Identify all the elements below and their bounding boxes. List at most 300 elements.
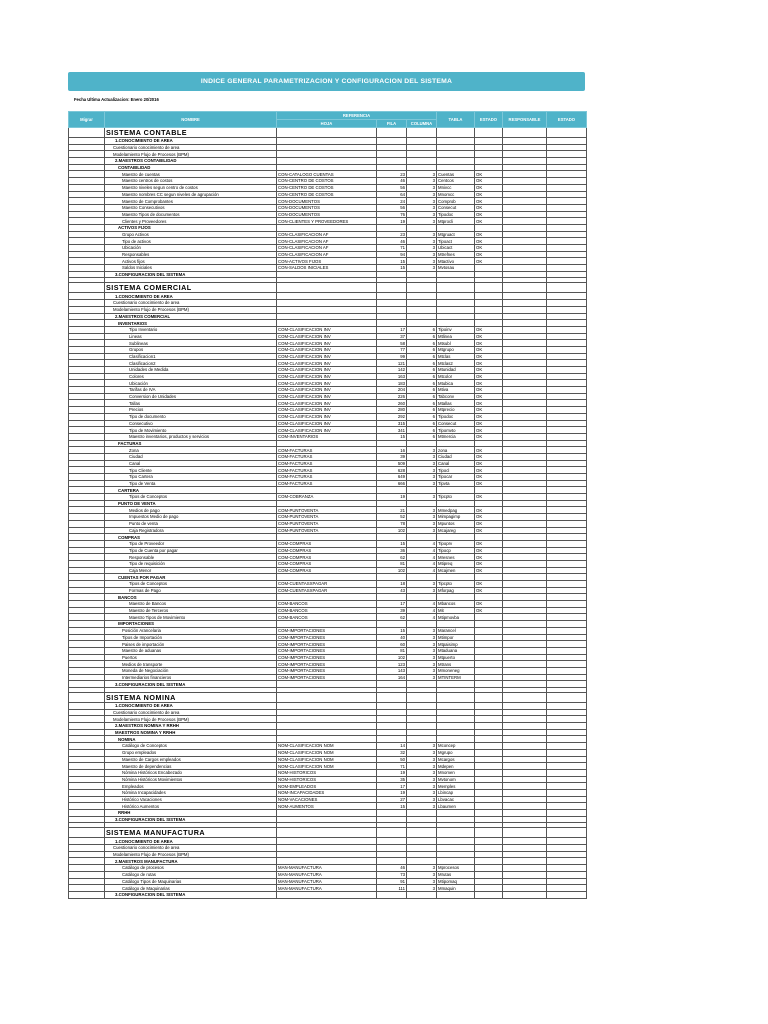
hoja-cell: COM-CLASIFICACION INV (277, 353, 377, 360)
fila-cell: 43 (377, 587, 407, 594)
responsable-cell (503, 333, 547, 340)
tabla-cell (437, 144, 475, 151)
fila-cell (377, 487, 407, 494)
name-cell: Tipo de documento (105, 413, 277, 420)
fila-cell: 36 (377, 547, 407, 554)
name-cell: Grupos (105, 346, 277, 353)
hoja-cell: NOM-HISTORICOS (277, 776, 377, 783)
columna-cell: 3 (407, 587, 437, 594)
estado-cell: OK (475, 353, 503, 360)
tabla-cell: Mcajareg (437, 527, 475, 534)
hoja-cell (277, 500, 377, 507)
tabla-cell: Mconcep (437, 743, 475, 750)
columna-cell: 3 (407, 245, 437, 252)
estado2-cell (547, 574, 587, 581)
migrar-cell (69, 776, 105, 783)
name-cell: CARTERA (105, 487, 277, 494)
estado-cell: OK (475, 547, 503, 554)
tabla-cell: Mcargos (437, 756, 475, 763)
tabla-cell: Mtpuerto (437, 654, 475, 661)
columna-cell: 4 (407, 540, 437, 547)
hoja-cell (277, 621, 377, 628)
columna-cell (407, 810, 437, 817)
columna-cell (407, 158, 437, 165)
name-cell: Caja Registradora (105, 527, 277, 534)
fila-cell (377, 574, 407, 581)
migrar-cell (69, 360, 105, 367)
fila-cell: 102 (377, 654, 407, 661)
estado2-cell (547, 218, 587, 225)
estado2-cell (547, 265, 587, 272)
table-row (69, 204, 587, 211)
estado-cell: OK (475, 527, 503, 534)
col-nombre-header: NOMBRE (105, 112, 277, 128)
estado2-cell (547, 191, 587, 198)
migrar-cell (69, 151, 105, 158)
estado-cell: OK (475, 258, 503, 265)
table-row (69, 709, 587, 716)
estado-cell (475, 224, 503, 231)
table-row (69, 453, 587, 460)
hoja-cell: CON-CATALOGO CUENTAS (277, 171, 377, 178)
name-cell: 2.MAESTROS COMERCIAL (105, 313, 277, 320)
name-cell: Maestro de Terceros (105, 607, 277, 614)
name-cell: NOMINA (105, 736, 277, 743)
estado-cell (475, 674, 503, 681)
name-cell: Tipo de Proveedor (105, 540, 277, 547)
name-cell: Modelamiento Flujo de Procesos (BPM) (105, 716, 277, 723)
estado-cell: OK (475, 373, 503, 380)
columna-cell: 3 (407, 467, 437, 474)
columna-cell: 3 (407, 783, 437, 790)
tabla-cell: Mpuntos (437, 520, 475, 527)
estado-cell (475, 647, 503, 654)
responsable-cell (503, 400, 547, 407)
estado-cell (475, 306, 503, 313)
migrar-cell (69, 144, 105, 151)
hoja-cell: COM-CLASIFICACION INV (277, 413, 377, 420)
fila-cell: 628 (377, 467, 407, 474)
columna-cell: 3 (407, 218, 437, 225)
estado2-cell (547, 447, 587, 454)
estado-cell (475, 858, 503, 865)
table-row (69, 474, 587, 481)
tabla-cell (437, 151, 475, 158)
estado2-cell (547, 420, 587, 427)
hoja-cell: MAN-MANUFACTURA (277, 871, 377, 878)
columna-cell: 3 (407, 627, 437, 634)
responsable-cell (503, 560, 547, 567)
estado2-cell (547, 810, 587, 817)
hoja-cell (277, 681, 377, 688)
columna-cell: 3 (407, 198, 437, 205)
estado2-cell (547, 340, 587, 347)
estado-cell (475, 709, 503, 716)
estado-cell (475, 594, 503, 601)
table-row (69, 420, 587, 427)
name-cell: Tipo de Cuenta por pagar (105, 547, 277, 554)
responsable-cell (503, 413, 547, 420)
estado-cell: OK (475, 413, 503, 420)
fila-cell: 23 (377, 171, 407, 178)
columna-cell: 3 (407, 871, 437, 878)
migrar-cell (69, 393, 105, 400)
name-cell: 1.CONOCIMIENTO DE AREA (105, 293, 277, 300)
columna-cell (407, 828, 437, 838)
fila-cell (377, 723, 407, 730)
columna-cell: 6 (407, 367, 437, 374)
columna-cell (407, 500, 437, 507)
table-row (69, 810, 587, 817)
hoja-cell (277, 306, 377, 313)
fila-cell (377, 838, 407, 845)
fila-cell: 50 (377, 756, 407, 763)
fila-cell (377, 300, 407, 307)
table-row (69, 763, 587, 770)
fila-cell (377, 891, 407, 898)
migrar-cell (69, 467, 105, 474)
name-cell: Tipos de Conceptos (105, 581, 277, 588)
estado2-cell (547, 709, 587, 716)
columna-cell (407, 440, 437, 447)
estado2-cell (547, 560, 587, 567)
columna-cell: 3 (407, 674, 437, 681)
fila-cell: 19 (377, 494, 407, 501)
estado2-cell (547, 871, 587, 878)
tabla-cell (437, 224, 475, 231)
columna-cell (407, 320, 437, 327)
migrar-cell (69, 427, 105, 434)
estado-cell (475, 681, 503, 688)
tabla-cell (437, 293, 475, 300)
responsable-cell (503, 198, 547, 205)
columna-cell (407, 574, 437, 581)
columna-cell: 3 (407, 756, 437, 763)
estado2-cell (547, 885, 587, 892)
fila-cell (377, 440, 407, 447)
migrar-cell (69, 796, 105, 803)
columna-cell (407, 313, 437, 320)
migrar-cell (69, 567, 105, 574)
columna-cell: 3 (407, 507, 437, 514)
responsable-cell (503, 231, 547, 238)
migrar-cell (69, 614, 105, 621)
columna-cell: 4 (407, 567, 437, 574)
responsable-cell (503, 667, 547, 674)
fila-cell: 17 (377, 783, 407, 790)
estado-cell (475, 716, 503, 723)
tabla-cell: Mtactivo (437, 258, 475, 265)
responsable-cell (503, 346, 547, 353)
tabla-cell: Mtclas2 (437, 360, 475, 367)
name-cell: Tipo Cliente (105, 467, 277, 474)
name-cell: Tallas (105, 400, 277, 407)
name-cell: SISTEMA COMERCIAL (105, 283, 277, 293)
estado-cell (475, 796, 503, 803)
responsable-cell (503, 387, 547, 394)
name-cell: 1.CONOCIMIENTO DE AREA (105, 703, 277, 710)
columna-cell: 6 (407, 373, 437, 380)
hoja-cell: CON-DOCUMENTOS (277, 198, 377, 205)
hoja-cell: NOM-INCAPACIDADES (277, 789, 377, 796)
fila-cell: 37 (377, 333, 407, 340)
responsable-cell (503, 661, 547, 668)
fila-cell: 280 (377, 407, 407, 414)
estado2-cell (547, 769, 587, 776)
responsable-cell (503, 816, 547, 823)
responsable-cell (503, 326, 547, 333)
section-row (69, 128, 587, 138)
table-row (69, 326, 587, 333)
hoja-cell (277, 440, 377, 447)
estado2-cell (547, 238, 587, 245)
hoja-cell: COM-CLASIFICACION INV (277, 407, 377, 414)
migrar-cell (69, 654, 105, 661)
estado2-cell (547, 716, 587, 723)
columna-cell (407, 224, 437, 231)
estado2-cell (547, 736, 587, 743)
estado-cell (475, 703, 503, 710)
hoja-cell: NOM-CLASIFICACION NOM (277, 763, 377, 770)
hoja-cell: COM-INVENTARIOS (277, 433, 377, 440)
table-row (69, 641, 587, 648)
estado-cell (475, 749, 503, 756)
tabla-cell: Tipoact (437, 238, 475, 245)
estado2-cell (547, 433, 587, 440)
estado-cell: OK (475, 494, 503, 501)
name-cell: Histórico Vacaciones (105, 796, 277, 803)
table-row (69, 703, 587, 710)
table-row (69, 796, 587, 803)
responsable-cell (503, 540, 547, 547)
tabla-cell: Mtclas (437, 353, 475, 360)
hoja-cell (277, 828, 377, 838)
fila-cell: 56 (377, 184, 407, 191)
migrar-cell (69, 769, 105, 776)
hoja-cell: COM-PUNTOVENTA (277, 514, 377, 521)
tabla-cell: Mtipreq (437, 560, 475, 567)
estado-cell (475, 293, 503, 300)
table-row (69, 138, 587, 145)
columna-cell: 3 (407, 514, 437, 521)
fila-cell: 204 (377, 387, 407, 394)
hoja-cell: CON-ACTIVOS FIJOS (277, 258, 377, 265)
name-cell: Maestro centros de costos (105, 178, 277, 185)
columna-cell (407, 293, 437, 300)
columna-cell: 3 (407, 796, 437, 803)
fila-cell: 19 (377, 789, 407, 796)
columna-cell: 3 (407, 789, 437, 796)
responsable-cell (503, 828, 547, 838)
estado-cell (475, 138, 503, 145)
hoja-cell (277, 574, 377, 581)
table-row (69, 158, 587, 165)
estado-cell (475, 661, 503, 668)
estado2-cell (547, 407, 587, 414)
name-cell: Tipo de Movimiento (105, 427, 277, 434)
columna-cell: 4 (407, 607, 437, 614)
name-cell: FACTURAS (105, 440, 277, 447)
columna-cell (407, 487, 437, 494)
estado2-cell (547, 547, 587, 554)
estado-cell (475, 885, 503, 892)
hoja-cell: COM-BANCOS (277, 607, 377, 614)
estado2-cell (547, 527, 587, 534)
tabla-cell (437, 158, 475, 165)
estado2-cell (547, 326, 587, 333)
migrar-cell (69, 574, 105, 581)
tabla-cell: Memples (437, 783, 475, 790)
hoja-cell (277, 138, 377, 145)
table-row (69, 674, 587, 681)
hoja-cell: COM-CLASIFICACION INV (277, 367, 377, 374)
migrar-cell (69, 433, 105, 440)
fila-cell (377, 534, 407, 541)
migrar-cell (69, 184, 105, 191)
estado2-cell (547, 258, 587, 265)
table-row (69, 736, 587, 743)
estado-cell (475, 574, 503, 581)
migrar-cell (69, 838, 105, 845)
fila-cell (377, 283, 407, 293)
migrar-cell (69, 845, 105, 852)
tabla-cell: Canal (437, 460, 475, 467)
columna-cell (407, 534, 437, 541)
migrar-cell (69, 300, 105, 307)
columna-cell: 3 (407, 878, 437, 885)
responsable-cell (503, 211, 547, 218)
migrar-cell (69, 756, 105, 763)
estado-cell (475, 500, 503, 507)
migrar-cell (69, 245, 105, 252)
tabla-cell (437, 594, 475, 601)
responsable-cell (503, 681, 547, 688)
name-cell: MAESTROS NOMINA Y RRHH (105, 729, 277, 736)
migrar-cell (69, 271, 105, 278)
col-referencia-header: REFERENCIA (277, 112, 437, 120)
table-row (69, 433, 587, 440)
fila-cell (377, 810, 407, 817)
table-row (69, 373, 587, 380)
fila-cell: 71 (377, 763, 407, 770)
hoja-cell: COM-IMPORTACIONES (277, 647, 377, 654)
fila-cell: 71 (377, 245, 407, 252)
estado-cell: OK (475, 427, 503, 434)
migrar-cell (69, 891, 105, 898)
name-cell: Catálogo de Maquinarias (105, 885, 277, 892)
responsable-cell (503, 871, 547, 878)
hoja-cell (277, 858, 377, 865)
estado-cell (475, 487, 503, 494)
hoja-cell (277, 810, 377, 817)
table-row (69, 313, 587, 320)
name-cell: RRHH (105, 810, 277, 817)
name-cell: Lineas (105, 333, 277, 340)
estado-cell (475, 641, 503, 648)
fila-cell (377, 313, 407, 320)
hoja-cell (277, 816, 377, 823)
migrar-cell (69, 198, 105, 205)
hoja-cell: CON-SALDOS INICIALES (277, 265, 377, 272)
fila-cell: 32 (377, 749, 407, 756)
hoja-cell: COM-CLASIFICACION INV (277, 427, 377, 434)
responsable-cell (503, 716, 547, 723)
hoja-cell: CON-CLASIFICACION AF (277, 251, 377, 258)
migrar-cell (69, 803, 105, 810)
migrar-cell (69, 729, 105, 736)
fila-cell (377, 703, 407, 710)
table-row (69, 851, 587, 858)
table-row (69, 171, 587, 178)
estado-cell: OK (475, 245, 503, 252)
estado2-cell (547, 164, 587, 171)
responsable-cell (503, 601, 547, 608)
responsable-cell (503, 703, 547, 710)
tabla-cell: Mnomcc (437, 191, 475, 198)
table-row (69, 184, 587, 191)
migrar-cell (69, 581, 105, 588)
estado2-cell (547, 224, 587, 231)
table-row (69, 654, 587, 661)
table-row (69, 164, 587, 171)
fila-cell: 27 (377, 796, 407, 803)
migrar-cell (69, 480, 105, 487)
name-cell: Maestro nombres CC segun niveles de agrupación (105, 191, 277, 198)
columna-cell (407, 693, 437, 703)
columna-cell: 3 (407, 494, 437, 501)
columna-cell: 4 (407, 554, 437, 561)
migrar-cell (69, 828, 105, 838)
table-row (69, 380, 587, 387)
tabla-cell: Mtlinea (437, 333, 475, 340)
migrar-cell (69, 453, 105, 460)
estado-cell: OK (475, 387, 503, 394)
migrar-cell (69, 661, 105, 668)
fila-cell (377, 306, 407, 313)
fila-cell: 142 (377, 367, 407, 374)
responsable-cell (503, 885, 547, 892)
table-row (69, 776, 587, 783)
columna-cell: 3 (407, 763, 437, 770)
fila-cell (377, 271, 407, 278)
estado2-cell (547, 851, 587, 858)
responsable-cell (503, 547, 547, 554)
tabla-cell: Tipodoc (437, 211, 475, 218)
responsable-cell (503, 723, 547, 730)
name-cell: Catálogo de Conceptos (105, 743, 277, 750)
responsable-cell (503, 420, 547, 427)
name-cell: Ciudad (105, 453, 277, 460)
estado-cell: OK (475, 587, 503, 594)
responsable-cell (503, 789, 547, 796)
hoja-cell: COM-IMPORTACIONES (277, 627, 377, 634)
hoja-cell (277, 283, 377, 293)
columna-cell (407, 128, 437, 138)
tabla-cell (437, 500, 475, 507)
columna-cell (407, 845, 437, 852)
hoja-cell: CON-CLIENTES Y PROVEEDORES (277, 218, 377, 225)
responsable-cell (503, 500, 547, 507)
estado2-cell (547, 271, 587, 278)
name-cell: Clientes y Proveedores (105, 218, 277, 225)
migrar-cell (69, 783, 105, 790)
hoja-cell: COM-FACTURAS (277, 460, 377, 467)
migrar-cell (69, 487, 105, 494)
name-cell: SISTEMA CONTABLE (105, 128, 277, 138)
responsable-cell (503, 574, 547, 581)
fila-cell: 19 (377, 218, 407, 225)
estado-cell (475, 891, 503, 898)
